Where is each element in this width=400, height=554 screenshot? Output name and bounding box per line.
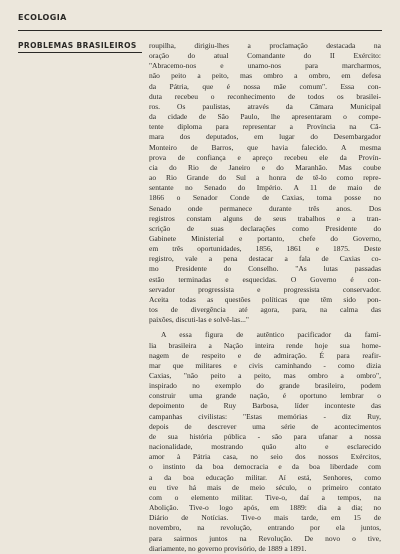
text-line: Diário de Notícias. Tive-o mais tarde, em 15 de [149, 513, 381, 523]
text-line: de sua história pública - são para ufanar a nossa [149, 431, 381, 441]
text-line: tente diploma para representar a Província na Câ- [149, 122, 381, 132]
text-line: com o elemento militar. Tive-o, daí a tempos, na [149, 492, 381, 502]
text-line: diariamente, no governo provisório, de 1889 a 1891. [149, 543, 307, 553]
text-line: prova de confiança e apreço recebeu ele da Provín- [149, 152, 381, 162]
text-line: amor à Pátria casa, no seio dos nossos Exércitos, [149, 452, 381, 462]
text-line: Monteiro de Barros, que havia falecido. A mesma [149, 142, 381, 152]
text-line: oração do atual Comandante do II Exército: [149, 51, 381, 61]
text-line: o instinto da boa democracia e da boa liberdade com [149, 462, 381, 472]
text-line: eu tive há mais de meio século, o primeiro contato [149, 482, 381, 492]
section-rule [18, 52, 142, 53]
paragraph-2 [149, 330, 381, 553]
text-line: lia brasileira a Nação inteira rende hoje sua home- [149, 340, 381, 350]
text-line: depois de descrever uma série de acontecimentos [149, 421, 381, 431]
text-line: mara dos deputados, em lugar do Desembargador [149, 132, 381, 142]
text-line: servador progressista e progressista conservador. [149, 284, 381, 294]
text-line: da Pátria, que é nossa mãe comum". Essa con- [149, 81, 381, 91]
text-line: sentante no Senado do Império. A 11 de maio de [149, 183, 381, 193]
text-line: registro, vale a pena destacar a fala de Caxias co- [149, 254, 381, 264]
text-line: roupilha, dirigiu-lhes a proclamação destacada na [149, 41, 381, 50]
text-line: Aceita todas as questões políticas que têm sido pon- [149, 294, 381, 304]
text-line: nagem de respeito e de admiração. É para reafir- [149, 350, 381, 360]
text-line: cia do Rio de Janeiro e do Maranhão. Mas coube [149, 162, 381, 172]
text-line: em três oportunidades, 1856, 1861 e 1875. Deste [149, 244, 381, 254]
text-line: campanhas civilistas: "Estas memórias - diz Ruy, [149, 411, 381, 421]
text-line: paixões, discuti-las e solvê-las..." [149, 315, 249, 325]
text-line: Senado onde permanece durante três anos. Dos [149, 203, 381, 213]
running-header [18, 7, 382, 25]
text-line: da cidade de São Paulo, lhe apresentaram o compe- [149, 112, 381, 122]
text-line: não peito a peito, mas ombro a ombro, em defesa [149, 71, 381, 81]
text-line: Caxias, "não peito a peito, mas ombro a ombro", [149, 371, 381, 380]
text-line: nacionalidade, mostrando quão alto e esclarecido [149, 442, 381, 452]
text-line: "Abracemo-nos e unamo-nos para marcharmos, [149, 61, 381, 71]
text-line: novembro, na revolução, entrando por ela juntos, [149, 523, 381, 533]
section-title: PROBLEMAS BRASILEIROS [18, 41, 137, 50]
text-line: a da boa educação militar. Aí está, Senhores, como [149, 472, 381, 482]
journal-name: ECOLOGIA [18, 13, 67, 22]
text-line: construir uma grande nação, é oportuno lembrar o [149, 391, 381, 401]
text-line: depoimento de Ruy Barbosa, líder inconteste das [149, 401, 381, 411]
text-line: ros. Os paulistas, através da Câmara Municipal [149, 101, 381, 111]
text-line: Abolição. Tive-o logo após, em 1889: dia a dia; no [149, 503, 381, 513]
text-line: mo Presidente do Conselho. "As lutas passadas [149, 264, 381, 274]
header-rule [18, 30, 382, 31]
text-line: A essa figura de autêntico pacificador da famí- [161, 330, 381, 340]
text-line: registros constam alguns de seus trabalhos e a tran- [149, 213, 381, 223]
text-line: para sairmos juntos na Revolução. De novo o tive, [149, 533, 381, 543]
article-column [149, 41, 381, 554]
text-line: tos de divergência até agora, para, na calma das [149, 305, 381, 315]
text-line: mar que militares e civis caminhando - como dizia [149, 360, 381, 370]
text-line: 1866 o Senador Conde de Caxias, toma posse no [149, 193, 381, 203]
text-line: duta recebeu o reconhecimento de todos os brasilei- [149, 91, 381, 101]
text-line: ao Rio Grande do Sul a honra de tê-lo como repre- [149, 173, 381, 183]
text-line: inspirado no exemplo do grande brasileiro, podem [149, 381, 381, 391]
text-line: Gabinete Ministerial e portanto, chefe do Governo, [149, 233, 381, 243]
text-line: scrição de suas declarações como Presidente do [149, 223, 381, 233]
paragraph-1 [149, 41, 381, 325]
text-line: estão terminadas e esquecidas. O Governo é con- [149, 274, 381, 284]
